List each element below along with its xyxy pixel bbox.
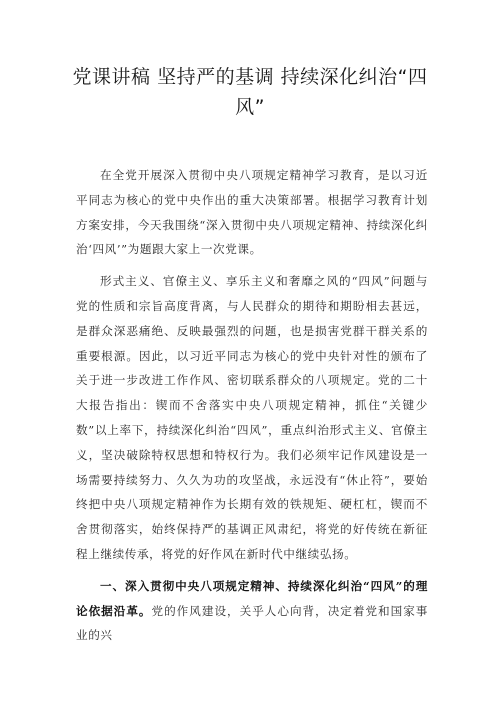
intro-paragraph: 在全党开展深入贯彻中央八项规定精神学习教育，是以习近平同志为核心的党中央作出的重大决策部署。根据学习教育计划方案安排，今天我围绕“深入贯彻中央八项规定精神、持续深化纠治‘四风’”为题跟大家上一次党课。 — [76, 168, 428, 257]
document-title: 党课讲稿 坚持严的基调 持续深化纠治“四风” — [72, 66, 428, 118]
section-1-text: 党的作风建设，关乎人心向背，决定着党和国家事业的兴 — [76, 603, 428, 643]
body-paragraph: 形式主义、官僚主义、享乐主义和奢靡之风的“四风”问题与党的性质和宗旨高度背离，与人民群众的期待和期盼相去甚远，是群众深恶痛绝、反映最强烈的问题，也是损害党群干群关系的重要根源。因此，以习近平同志为核心的党中央针对性的颁布了关于进一步改进工作作风、密切联系群众的八项规定。党的二十大报告指出：锲而不舍落实中央八项规定精神，抓住“关键少数”以上率下，持续深化纠治“四风”，重点纠治形式主义、官僚主义，坚决破除特权思想和特权行为。我们必须牢记作风建设是一场需要持续努力、久久为功的攻坚战，永远没有“休止符”，要始终把中央八项规定精神作为长期有效的铁规矩、硬杠杠，锲而不舍贯彻落实，始终保持严的基调正风肃纪，将党的好传统在新征程上继续传承，将党的好作风在新时代中继续弘扬。 — [76, 274, 428, 561]
section-1-heading: 一、深入贯彻中央八项规定精神、持续深化纠治“四风”的理论依据沿革。 — [76, 578, 428, 618]
document-body — [76, 163, 428, 655]
section-1-paragraph — [76, 574, 428, 648]
